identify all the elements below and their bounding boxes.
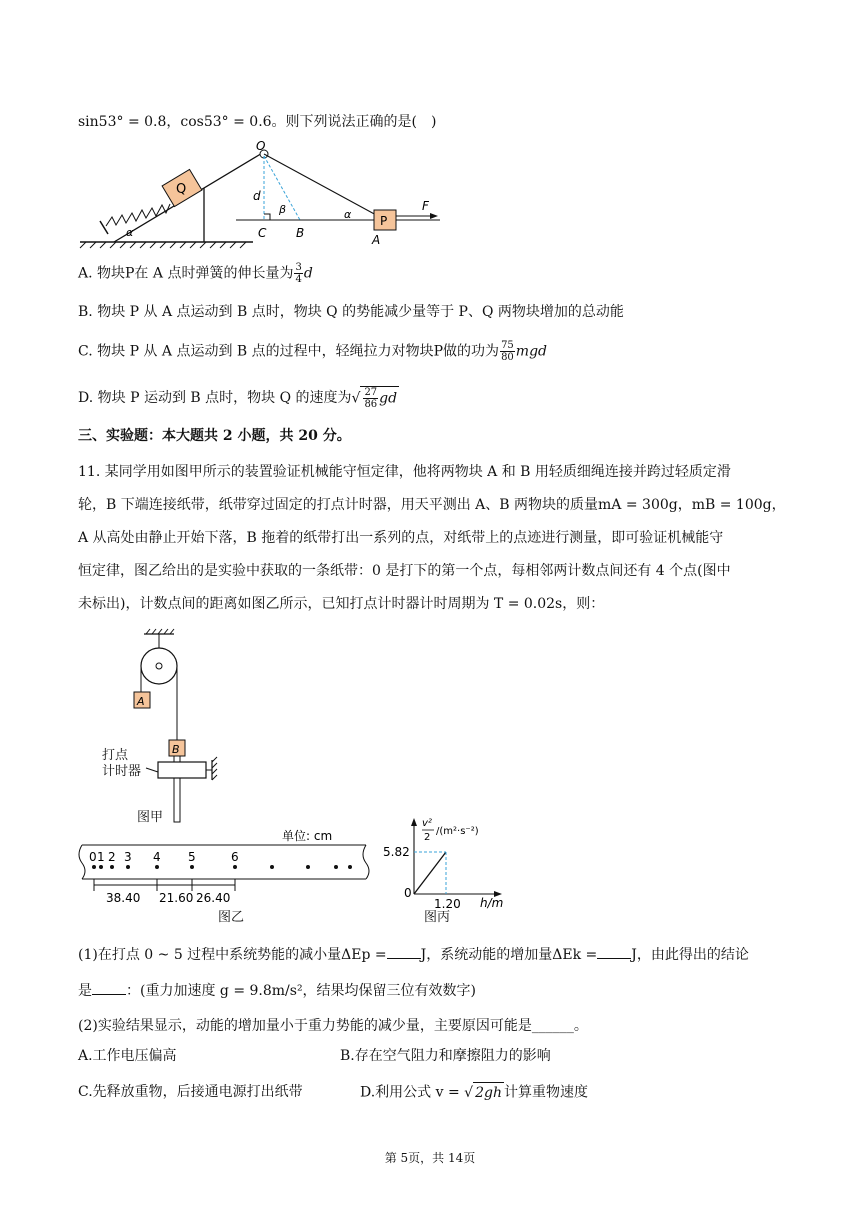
point-label: 6 — [231, 850, 239, 864]
graph-line — [414, 852, 446, 894]
q11-part1-line1: (1)在打点 0 ~ 5 过程中系统势能的减小量ΔEp = J，系统动能的增加量ΔEk = J，由此得出的结论 — [78, 944, 749, 965]
caption-jia: 图甲 — [137, 810, 164, 825]
label-O: O — [256, 139, 266, 153]
label-alpha1: α — [126, 226, 134, 239]
q10-option-c: C. 物块 P 从 A 点运动到 B 点的过程中，轻绳拉力对物块P做的功为 $\frac{75}{80}$ mgd — [78, 340, 547, 363]
q10-option-a-text: A. 物块P在 A 点时弹簧的伸长量为 — [78, 265, 294, 282]
y-label-num: v² — [422, 818, 432, 829]
answer-blank[interactable] — [597, 944, 631, 959]
point-label: 2 — [108, 850, 116, 864]
point-label: 4 — [153, 850, 161, 864]
q10-option-a: A. 物块P在 A 点时弹簧的伸长量为 $\frac{3}{4}$ d — [78, 262, 313, 285]
q10-option-b: B. 物块 P 从 A 点运动到 B 点时，物块 Q 的势能减少量等于 P、Q 两物块增加的总动能 — [78, 304, 624, 320]
figure-bing — [380, 814, 520, 914]
label-block-A: A — [137, 695, 145, 708]
label-B: B — [296, 226, 305, 240]
q11-option-c: C.先释放重物，后接通电源打出纸带 — [78, 1084, 303, 1100]
label-P: P — [380, 214, 388, 228]
label-alpha2: α — [344, 208, 352, 221]
q11-line4: 恒定律，图乙给出的是实验中获取的一条纸带：0 是打下的第一个点，每相邻两计数点间还有 4 个点(图中 — [78, 563, 731, 579]
label-F: F — [422, 199, 429, 213]
point-label: 3 — [124, 850, 132, 864]
q11-option-a: A.工作电压偏高 — [78, 1048, 177, 1064]
label-A: A — [372, 233, 381, 247]
point-label: 1 — [97, 850, 105, 864]
y-label-unit: /(m²·s⁻²) — [436, 826, 479, 837]
label-d: d — [253, 189, 261, 203]
q11-line1: 11. 某同学用如图甲所示的装置验证机械能守恒定律，他将两物块 A 和 B 用轻质细绳连接并跨过轻质定滑 — [78, 464, 731, 480]
distance-label: 21.60 — [159, 891, 194, 905]
q10-option-d-text: D. 物块 P 运动到 B 点时，物块 Q 的速度为 — [78, 390, 352, 406]
q11-option-b: B.存在空气阻力和摩擦阻力的影响 — [340, 1048, 551, 1064]
label-C: C — [258, 226, 267, 240]
q10-figure — [78, 138, 458, 250]
caption-yi: 图乙 — [218, 910, 245, 925]
q11-option-d: D.利用公式 v = √ 2gh 计算重物速度 — [360, 1082, 588, 1103]
caption-bing: 图丙 — [424, 910, 451, 925]
q10-option-d — [78, 386, 399, 410]
point-label: 0 — [89, 850, 97, 864]
x-axis-label: h/m — [480, 896, 504, 910]
page-footer: 第 5页，共 14页 — [384, 1151, 476, 1165]
timer-label: 打点 计时器 — [102, 748, 142, 779]
label-beta: β — [279, 203, 287, 216]
label-block-B: B — [172, 743, 180, 756]
origin-label: 0 — [404, 886, 412, 900]
q10-option-c-text: C. 物块 P 从 A 点运动到 B 点的过程中，轻绳拉力对物块P做的功为 — [78, 343, 500, 360]
q11-part2: (2)实验结果显示，动能的增加量小于重力势能的减少量，主要原因可能是______。 — [78, 1018, 588, 1034]
distance-label: 38.40 — [106, 891, 141, 905]
y-tick: 5.82 — [383, 845, 410, 859]
q11-line5: 未标出)，计数点间的距离如图乙所示，已知打点计时器计时周期为 T = 0.02s，则： — [78, 596, 605, 612]
q10-intro: sin53° = 0.8，cos53° = 0.6。则下列说法正确的是( ) — [78, 114, 437, 130]
sqrt: √ $\frac{27}{86}$ gd — [351, 387, 398, 410]
figure-jia — [92, 628, 232, 828]
label-Q: Q — [176, 182, 187, 197]
section-heading: 三、实验题：本大题共 2 小题，共 20 分。 — [78, 428, 351, 444]
answer-blank[interactable] — [387, 944, 421, 959]
fraction: $\frac{3}{4}$ — [295, 262, 302, 285]
q11-line3: A 从高处由静止开始下落，B 拖着的纸带打出一系列的点，对纸带上的点迹进行测量，即可验证机械能守 — [78, 530, 724, 546]
fraction: $\frac{75}{80}$ — [501, 340, 514, 363]
sqrt: √ 2gh — [464, 1082, 504, 1103]
unit-label: 单位: cm — [282, 829, 333, 843]
y-label-den: 2 — [424, 832, 431, 843]
answer-blank[interactable] — [92, 980, 126, 995]
distance-label: 26.40 — [196, 891, 231, 905]
q11-part1-line2: 是 ：(重力加速度 g = 9.8m/s²，结果均保留三位有效数字) — [78, 980, 476, 1001]
q11-line2: 轮，B 下端连接纸带，纸带穿过固定的打点计时器，用天平测出 A、B 两物块的质量mA = 300g，mB = 100g， — [78, 497, 786, 513]
x-tick: 1.20 — [434, 897, 461, 911]
tape-dots — [92, 865, 352, 869]
point-label: 5 — [188, 850, 196, 864]
